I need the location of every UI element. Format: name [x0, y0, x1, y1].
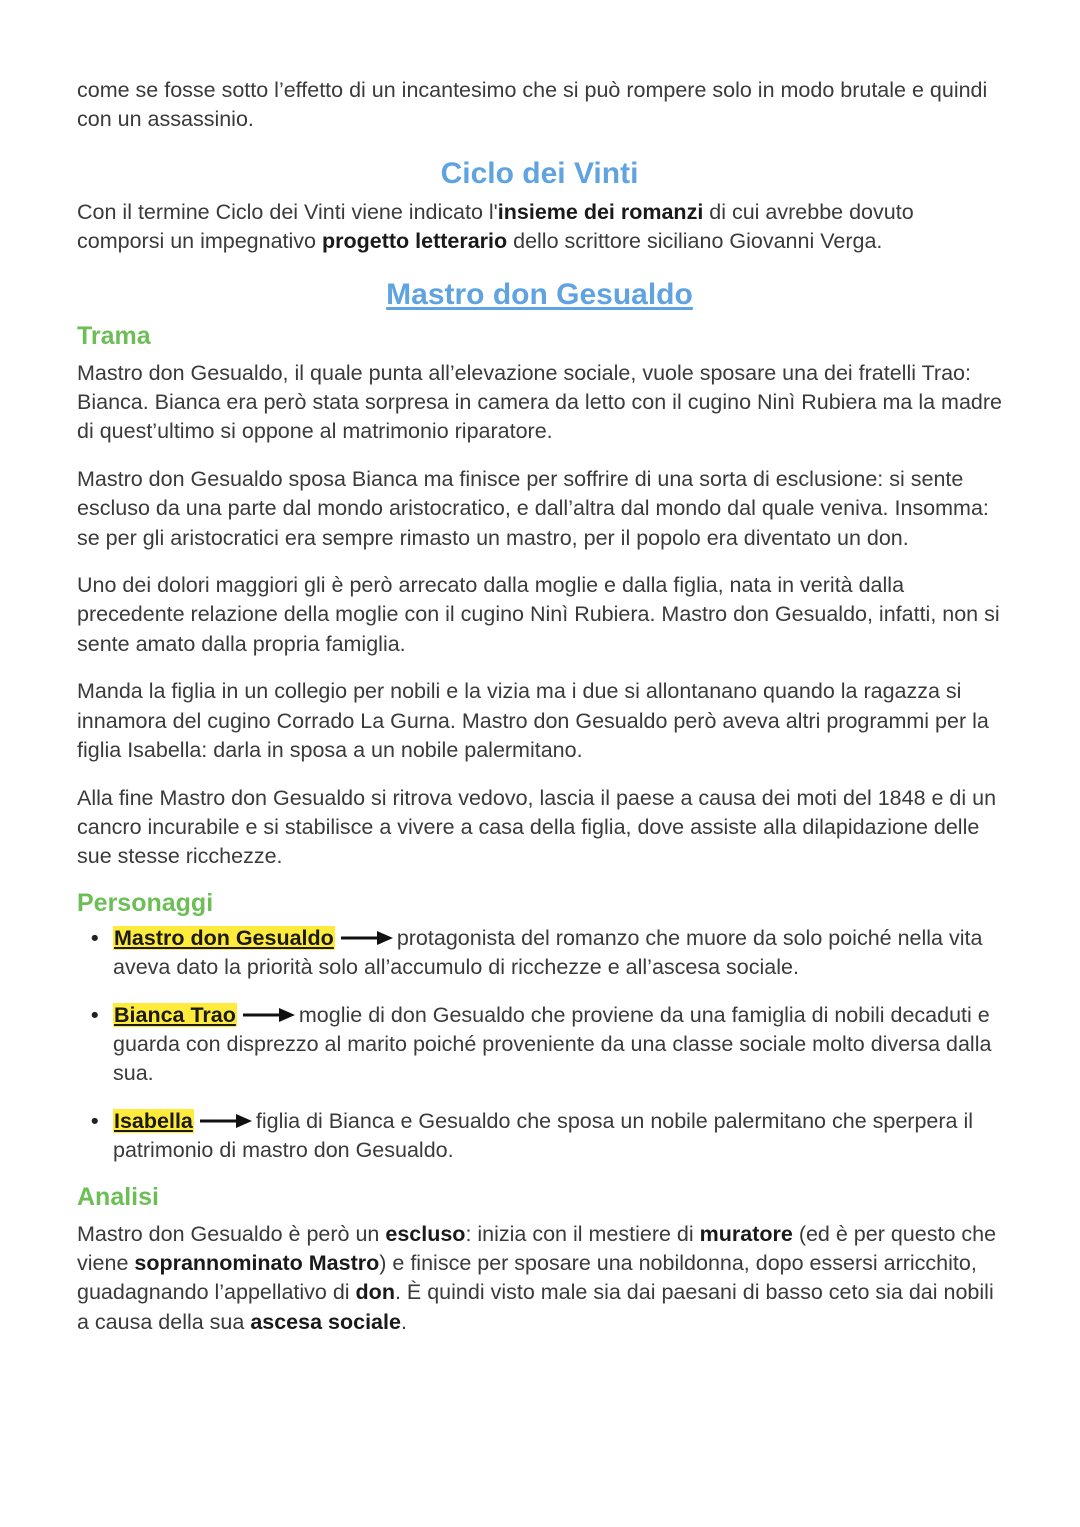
text-run: ) e finisce per sposare una nobildonna, dopo essersi arricchito, guadagnando l’appellativo di	[77, 1250, 977, 1305]
section-title-mastro: Mastro don Gesualdo	[386, 277, 693, 311]
heading-trama: Trama	[77, 321, 151, 350]
character-list	[77, 924, 1002, 1166]
bold-run: insieme dei romanzi	[497, 199, 704, 224]
text-run: Con il termine Ciclo dei Vinti viene indicato l'	[77, 199, 498, 224]
character-name: Bianca Trao	[114, 1002, 236, 1027]
list-item	[77, 1107, 1002, 1166]
ciclo-paragraph	[77, 198, 1002, 257]
trama-paragraph: Manda la figlia in un collegio per nobili e la vizia ma i due si allontanano quando la ragazza si innamora del cugino Corrado La Gurna. Mastro don Gesualdo però aveva altri programmi per la figlia Isabella: darla in sposa a un nobile palermitano.	[77, 679, 989, 763]
bullet-icon: •	[91, 1108, 99, 1133]
heading-personaggi: Personaggi	[77, 888, 214, 917]
trama-paragraph: Alla fine Mastro don Gesualdo si ritrova vedovo, lascia il paese a causa dei moti del 1848 e di un cancro incurabile e si stabilisce a vivere a casa della figlia, dove assiste alla dilapidazione delle sue stesse ricchezze.	[77, 785, 997, 869]
section-title-ciclo: Ciclo dei Vinti	[440, 156, 639, 190]
text-run: dello scrittore siciliano Giovanni Verga.	[507, 229, 883, 254]
bullet-icon: •	[91, 1002, 99, 1027]
list-item	[77, 924, 1002, 983]
bold-run: soprannominato Mastro	[134, 1250, 380, 1275]
bold-run: escluso	[385, 1221, 466, 1246]
bold-run: progetto letterario	[321, 229, 508, 254]
text-run: di cui avrebbe dovuto comporsi un impegnativo	[77, 199, 914, 254]
intro-paragraph: come se fosse sotto l’effetto di un incantesimo che si può rompere solo in modo brutale e quindi con un assassinio.	[77, 78, 988, 132]
arrow-right-icon	[200, 1114, 252, 1128]
bold-run: muratore	[699, 1221, 793, 1246]
trama-paragraph: Mastro don Gesualdo sposa Bianca ma finisce per soffrire di una sorta di esclusione: si sente escluso da una parte dal mondo aristocratico, e dall’altra dal mondo dal quale veniva. Insomma: se per gli aristocratici era sempre rimasto un mastro, per il popolo era diventato un don.	[77, 466, 989, 550]
character-description: protagonista del romanzo che muore da solo poiché nella vita aveva dato la priorità solo all’accumulo di ricchezze e all’ascesa sociale.	[113, 925, 983, 980]
trama-paragraph: Uno dei dolori maggiori gli è però arrecato dalla moglie e dalla figlia, nata in verità dalla precedente relazione della moglie con il cugino Ninì Rubiera. Mastro don Gesualdo, infatti, non si sente amato dalla propria famiglia.	[77, 573, 1000, 656]
character-name: Mastro don Gesualdo	[114, 925, 334, 950]
text-run: .	[400, 1309, 407, 1334]
trama-paragraph: Mastro don Gesualdo, il quale punta all’elevazione sociale, vuole sposare una dei fratelli Trao: Bianca. Bianca era però stata sorpresa in camera da letto con il cugino Ninì Rubiera ma la madre di quest’ultimo si oppone al matrimonio riparatore.	[77, 360, 1002, 444]
bold-run: ascesa sociale	[250, 1309, 401, 1334]
heading-analisi: Analisi	[77, 1182, 159, 1211]
analisi-paragraph	[77, 1220, 1002, 1338]
arrow-right-icon	[341, 931, 393, 945]
character-description: figlia di Bianca e Gesualdo che sposa un nobile palermitano che sperpera il patrimonio di mastro don Gesualdo.	[113, 1108, 974, 1163]
bold-run: don	[355, 1280, 395, 1305]
character-description: moglie di don Gesualdo che proviene da una famiglia di nobili decaduti e guarda con disprezzo al marito poiché proveniente da una classe sociale molto diversa dalla sua.	[113, 1002, 992, 1086]
arrow-right-icon	[243, 1008, 295, 1022]
text-run: (ed è per questo che viene	[77, 1221, 997, 1275]
text-run: . È quindi visto male sia dai paesani di basso ceto sia dai nobili a causa della sua	[77, 1280, 994, 1334]
list-item	[77, 1001, 1002, 1089]
character-name: Isabella	[114, 1108, 193, 1133]
bullet-icon: •	[91, 925, 99, 950]
text-run: : inizia con il mestiere di	[465, 1221, 700, 1246]
text-run: Mastro don Gesualdo è però un	[77, 1221, 386, 1246]
